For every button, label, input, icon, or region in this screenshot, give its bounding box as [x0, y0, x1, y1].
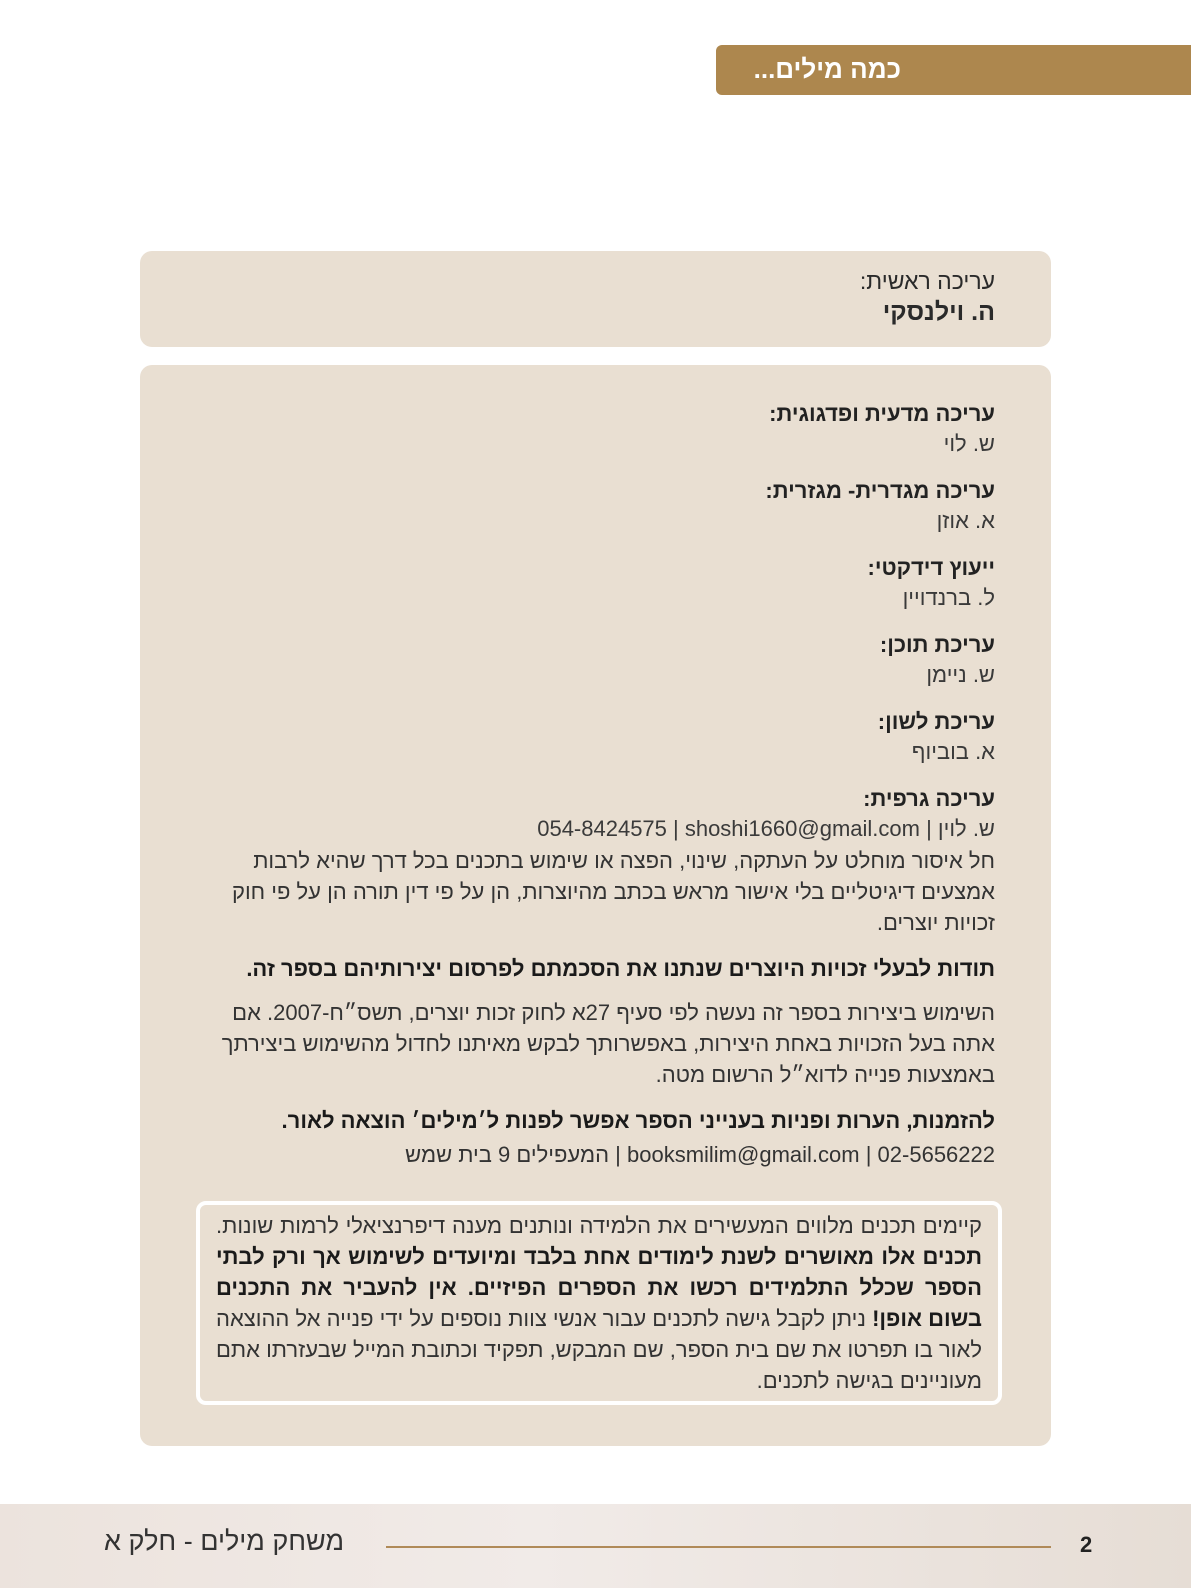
credits-panel: [140, 365, 1051, 1446]
contact-details: 02-5656222 | booksmilim@gmail.com | המעפילים 9 בית שמש: [405, 1142, 995, 1167]
credit-label: עריכה מדעית ופדגוגית:: [769, 401, 995, 426]
notice-text-cont: ניתן לקבל גישה לתכנים עבור אנשי צוות נוספים על ידי פנייה אל ההוצאה לאור בו תפרטו את שם בית הספר, שם המבקש, תפקיד וכתובת המייל שבעזרתו אתם מעוניינים בגישה לתכנים.: [216, 1306, 982, 1393]
credit-item: [195, 784, 995, 844]
credit-value: ש. לוי: [943, 431, 995, 456]
footer-divider: [386, 1546, 1051, 1548]
credit-value: ל. ברנדויין: [902, 585, 995, 610]
credit-label: עריכה מגדרית- מגזרית:: [765, 478, 995, 503]
credit-label: עריכה גרפית:: [863, 786, 995, 811]
credit-value: ש. ניימן: [926, 662, 995, 687]
notice-text: קיימים תכנים מלווים המעשירים את הלמידה ונותנים מענה דיפרנציאלי לרמות שונות.: [216, 1213, 982, 1238]
copyright-prohibition: חל איסור מוחלט על העתקה, שינוי, הפצה או שימוש בתכנים בכל דרך שהיא לרבות אמצעים דיגיטליים בלי אישור מראש בכתב מהיוצרות, הן על פי דין תורה הן על פי חוק זכויות יוצרים.: [231, 848, 995, 935]
access-notice-box: [196, 1201, 1002, 1405]
page-footer: [0, 1504, 1191, 1588]
credit-label: עריכת לשון:: [877, 709, 995, 734]
graphic-editor-phone-email: 054-8424575 | shoshi1660@gmail.com: [537, 816, 920, 841]
book-title: משחק מילים - חלק א: [104, 1526, 345, 1556]
credit-item: [195, 630, 995, 690]
copyright-usage: השימוש ביצירות בספר זה נעשה לפי סעיף 27א לחוק זכות יוצרים, תשס״ח-2007. אם אתה בעל הזכויות באחת היצירות, באפשרותך לבקש מאיתנו לחדול מהשימוש ביצירתך באמצעות פנייה לדוא״ל הרשום מטה.: [221, 1000, 995, 1087]
credit-item: [195, 553, 995, 613]
section-header-tab: [716, 45, 1191, 95]
section-header-label: כמה מילים...: [753, 54, 901, 84]
copyright-thanks: תודות לבעלי זכויות היוצרים שנתנו את הסכמתם לפרסום יצירותיהם בספר זה.: [246, 956, 995, 981]
chief-editor-panel: [140, 251, 1051, 347]
credit-item: [195, 399, 995, 459]
chief-editor-name: ה. וילנסקי: [882, 298, 995, 326]
graphic-editor-contact: [195, 814, 995, 844]
credit-value: א. אוזן: [936, 508, 995, 533]
page-number: 2: [1080, 1532, 1093, 1557]
graphic-editor-name: ש. לוין |: [926, 816, 995, 841]
contact-heading: להזמנות, הערות ופניות בענייני הספר אפשר לפנות ל׳מילים׳ הוצאה לאור.: [281, 1108, 995, 1133]
chief-editor-label: עריכה ראשית:: [859, 268, 995, 294]
credit-label: ייעוץ דידקטי:: [867, 555, 995, 580]
credits-list: [195, 399, 995, 861]
credit-item: [195, 707, 995, 767]
credit-item: [195, 476, 995, 536]
credit-value: א. בוביוף: [911, 739, 995, 764]
credit-label: עריכת תוכן:: [879, 632, 995, 657]
notice-bold-text: תכנים אלו מאושרים לשנת לימודים אחת בלבד ומיועדים לשימוש אך ורק לבתי הספר שכלל התלמידים רכשו את הספרים הפיזיים. אין להעביר את התכנים בשום אופן!: [216, 1244, 982, 1331]
